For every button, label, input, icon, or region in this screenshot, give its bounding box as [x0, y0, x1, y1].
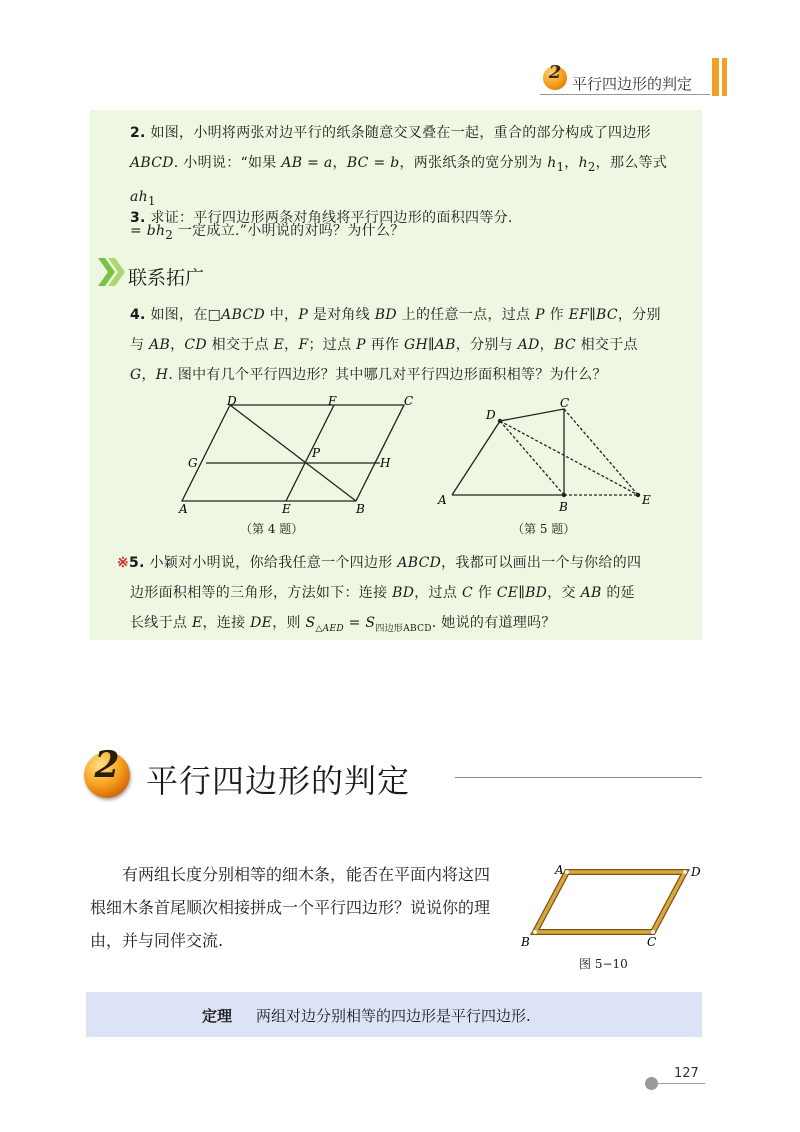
wood-joint-a [565, 870, 569, 874]
exercise-5: ※5. 小颖对小明说，你给我任意一个四边形 ABCD，我都可以画出一个与你给的四 边形面积相等的三角形，方法如下：连接 BD，过点 C 作 CE∥BD，交 AB 的延 长线于点 E，连接 DE，则 $S_{\triangle AED} = S_{四边形ABCD}$. 她说的有道理吗？ [117, 555, 642, 634]
fig5-point-e [636, 493, 640, 497]
fig5-label-d: D [486, 408, 496, 422]
fig5-point-b [562, 493, 566, 497]
fig4-label-a: A [179, 502, 188, 516]
exercise-3: 3. 求证：平行四边形两条对角线将平行四边形的面积四等分. [130, 210, 513, 226]
exercise-2: 2. 如图，小明将两张对边平行的纸条随意交叉叠在一起，重合的部分构成了四边形 ABCD. 小明说：“如果 AB = a，BC = b，两张纸条的宽分别为 $h_1$，$h_2$，那么等式 $ah_1$ = $bh_2$ 一定成立.”小明说的对吗？为什么？ [130, 125, 668, 242]
figure-q4-caption: （第 4 题） [240, 522, 304, 536]
wood-frame-outline [535, 872, 685, 932]
running-header-title: 平行四边形的判定 [572, 75, 693, 93]
fig5-quadrilateral [452, 409, 564, 495]
fig4-label-g: G [188, 456, 198, 470]
figure-5-10-caption: 图 5−10 [579, 957, 628, 971]
figure-q4 [170, 393, 420, 518]
wood-frame-fill [535, 872, 685, 932]
fig4-label-e: E [282, 502, 291, 516]
section-intro-paragraph: 有两组长度分别相等的细木条，能否在平面内将这四根细木条首尾顺次相接拼成一个平行四边形？说说你的理由，并与同伴交流. [90, 865, 491, 950]
section-title-rule [455, 777, 702, 778]
wood-joint-b [533, 930, 537, 934]
chapter-badge-number: 2 [548, 62, 562, 83]
fig510-label-a: A [555, 863, 564, 877]
section-badge-number: 2 [94, 744, 120, 786]
figure-q5 [432, 393, 657, 518]
section-title: 平行四边形的判定 [146, 762, 411, 800]
wood-joint-c [651, 930, 655, 934]
page-number: 127 [674, 1066, 699, 1081]
fig510-label-d: D [691, 865, 701, 879]
fig5-label-a: A [438, 493, 447, 507]
exercise-4: 4. 如图，在□ABCD 中，P 是对角线 BD 上的任意一点，过点 P 作 EF∥BC，分别 与 AB，CD 相交于点 E，F；过点 P 再作 GH∥AB，分别与 AD，BC 相交于点 G，H. 图中有几个平行四边形？其中哪几对平行四边形面积相等？为什么？ [130, 307, 661, 383]
fig4-label-b: B [356, 502, 365, 516]
figure-5-10-wood-parallelogram [515, 860, 710, 948]
fig5-line-de [500, 421, 638, 495]
theorem-text: 两组对边分别相等的四边形是平行四边形. [256, 1007, 531, 1025]
header-accent-bar-2 [722, 58, 727, 96]
section-arrow-icon [98, 256, 128, 288]
fig5-point-d [498, 419, 502, 423]
fig5-label-b: B [559, 500, 568, 514]
fig510-label-b: B [521, 935, 530, 948]
header-rule [540, 94, 710, 95]
fig510-label-c: C [647, 935, 657, 948]
fig4-label-h: H [380, 456, 391, 470]
fig4-label-f: F [328, 394, 337, 408]
fig5-label-e: E [642, 493, 651, 507]
fig5-label-c: C [560, 396, 570, 410]
fig4-label-d: D [227, 394, 237, 408]
fig5-line-ce [564, 409, 638, 495]
extension-section-title: 联系拓广 [128, 267, 205, 289]
wood-joint-d [683, 870, 687, 874]
fig4-label-p: P [312, 446, 321, 460]
theorem-label: 定理 [202, 1007, 233, 1025]
fig5-diagonal-bd [500, 421, 564, 495]
header-accent-bar [712, 58, 719, 96]
figure-q5-caption: （第 5 题） [512, 522, 576, 536]
fig4-label-c: C [404, 394, 414, 408]
page-number-rule [657, 1083, 705, 1084]
